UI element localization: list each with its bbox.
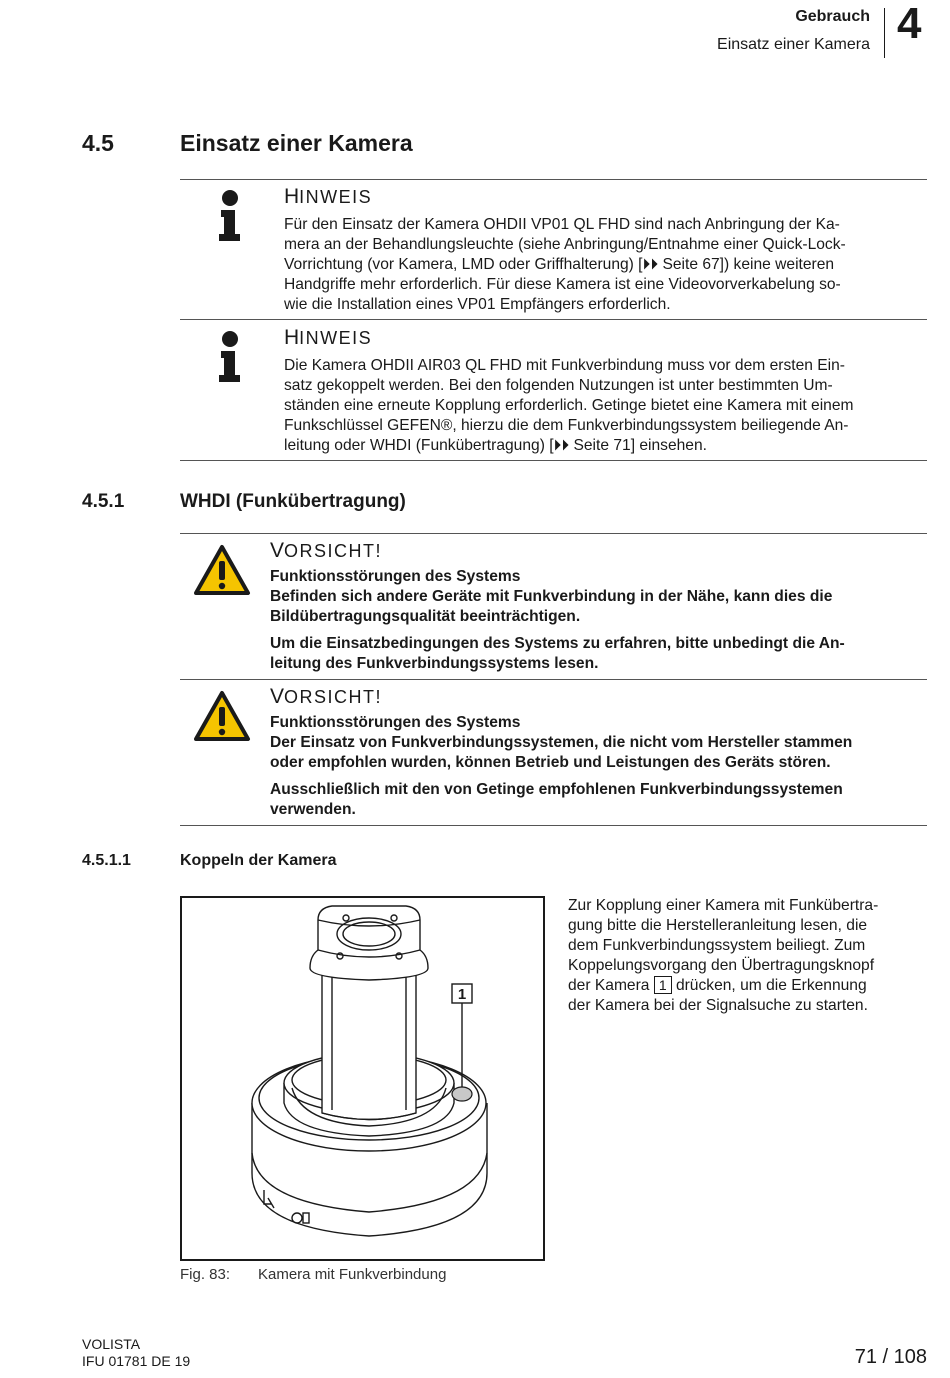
note-body: Die Kamera OHDII AIR03 QL FHD mit Funkverbindung muss vor dem ersten Ein- satz gekoppelt werden. Bei den folgenden Nutzungen ist unter bestimmten Um- ständen eine erneute Kopplung erforderlich. Getinge bietet eine Kamera mit einem Funkschlüssel GEFEN®, hierzu die dem Funkverbindungssystem beiliegende An- leitung oder WHDI (Funkübertragung) [⏵⏵ Seite 71] einsehen. [284, 357, 854, 454]
divider [180, 179, 927, 180]
subsection-number: 4.5.1 [82, 491, 125, 512]
footer-doc-id: IFU 01781 DE 19 [82, 1353, 191, 1369]
info-icon [216, 331, 244, 388]
instruction-text: Zur Kopplung einer Kamera mit Funkübertra- gung bitte die Herstelleranleitung lesen, die dem Funkverbindungssystem beiliegt. Zum Koppelungsvorgang den Übertragungsknopf der Kamera 1 drücken, um die Erkennung der Kamera bei der Signalsuche zu starten. [568, 897, 879, 1014]
figure-caption-label: Fig. 83: [180, 1266, 231, 1283]
divider [180, 533, 927, 534]
divider [180, 460, 927, 461]
subsection-title: WHDI (Funkübertragung) [180, 491, 406, 512]
divider [180, 679, 927, 680]
subsubsection-title: Koppeln der Kamera [180, 852, 337, 869]
warning-triangle-icon [193, 544, 251, 601]
warning-body: Funktionsstörungen des Systems Befinden sich andere Geräte mit Funkverbindung in der Nähe, kann dies die Bildübertragungsqualität beeinträchtigen. Um die Einsatzbedingungen des Systems zu erfahren, bitte unbedingt die An- leitung des Funkverbindungssystems lesen. [270, 568, 845, 672]
camera-figure [180, 896, 545, 1261]
camera-illustration [182, 898, 543, 1259]
header-divider [884, 8, 885, 58]
header-section-title: Einsatz einer Kamera [717, 36, 870, 53]
figure-caption-text: Kamera mit Funkverbindung [258, 1266, 447, 1283]
warning-heading: Funktionsstörungen des Systems [270, 568, 521, 585]
info-icon [216, 190, 244, 247]
subsubsection-number: 4.5.1.1 [82, 852, 131, 869]
pairing-button [452, 1087, 472, 1101]
footer-product: VOLISTA [82, 1336, 141, 1352]
note-title: HINWEIS [284, 185, 373, 208]
divider [180, 825, 927, 826]
warning-title: VORSICHT! [270, 685, 383, 708]
header-chapter-number: 4 [897, 0, 922, 48]
warning-heading: Funktionsstörungen des Systems [270, 714, 521, 731]
divider [180, 319, 927, 320]
callout-reference: 1 [654, 976, 672, 994]
header-chapter-title: Gebrauch [795, 8, 870, 25]
page-number: 71 / 108 [854, 1346, 927, 1368]
note-title: HINWEIS [284, 326, 373, 349]
callout-label: 1 [457, 986, 467, 1003]
section-title: Einsatz einer Kamera [180, 130, 413, 156]
warning-title: VORSICHT! [270, 539, 383, 562]
note-body: Für den Einsatz der Kamera OHDII VP01 QL FHD sind nach Anbringung der Ka- mera an der Behandlungsleuchte (siehe Anbringung/Entnahme einer Quick-Lock- Vorrichtung (vor Kamera, LMD oder Griffhalterung) [⏵⏵ Seite 67]) keine weiteren Handgriffe mehr erforderlich. Für diese Kamera ist eine Videovorverkabelung so- wie die Installation eines VP01 Empfängers erforderlich. [284, 216, 846, 313]
warning-triangle-icon [193, 690, 251, 747]
warning-body: Funktionsstörungen des Systems Der Einsatz von Funkverbindungssystemen, die nicht vom Hersteller stammen oder empfohlen wurden, können Betrieb und Leistungen des Geräts stören. Ausschließlich mit den von Getinge empfohlenen Funkverbindungssystemen verwenden. [270, 714, 853, 818]
section-number: 4.5 [82, 130, 114, 156]
